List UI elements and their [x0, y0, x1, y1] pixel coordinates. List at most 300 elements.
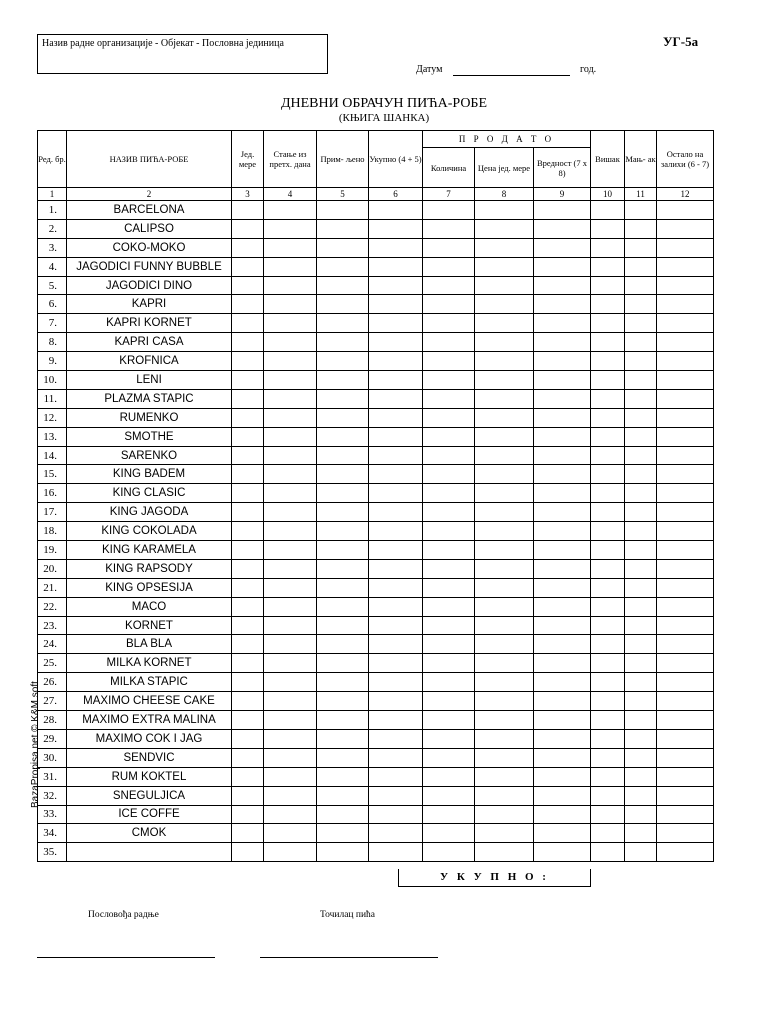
empty-cell	[369, 559, 423, 578]
row-number: 23.	[38, 616, 67, 635]
empty-cell	[534, 389, 591, 408]
empty-cell	[657, 673, 714, 692]
empty-cell	[657, 729, 714, 748]
empty-cell	[264, 427, 317, 446]
empty-cell	[369, 201, 423, 220]
table-row	[38, 711, 714, 730]
empty-cell	[264, 238, 317, 257]
row-number: 34.	[38, 824, 67, 843]
empty-cell	[423, 333, 475, 352]
empty-cell	[625, 824, 657, 843]
empty-cell	[317, 446, 369, 465]
table-row	[38, 748, 714, 767]
table-row	[38, 408, 714, 427]
row-number: 9.	[38, 352, 67, 371]
item-name: LENI	[67, 371, 232, 390]
bartender-signature-line	[260, 957, 438, 958]
item-name: KAPRI KORNET	[67, 314, 232, 333]
empty-cell	[657, 711, 714, 730]
row-number: 19.	[38, 541, 67, 560]
item-name: SARENKO	[67, 446, 232, 465]
empty-cell	[475, 427, 534, 446]
manager-signature-line	[37, 957, 215, 958]
empty-cell	[264, 408, 317, 427]
empty-cell	[369, 843, 423, 862]
table-row	[38, 824, 714, 843]
empty-cell	[591, 559, 625, 578]
empty-cell	[475, 314, 534, 333]
empty-cell	[534, 219, 591, 238]
empty-cell	[423, 786, 475, 805]
table-row	[38, 616, 714, 635]
col-header-name: НАЗИВ ПИЋА-РОБЕ	[67, 131, 232, 188]
empty-cell	[591, 484, 625, 503]
empty-cell	[625, 257, 657, 276]
empty-cell	[534, 446, 591, 465]
empty-cell	[534, 578, 591, 597]
empty-cell	[625, 786, 657, 805]
item-name: KROFNICA	[67, 352, 232, 371]
table-row	[38, 843, 714, 862]
table-row	[38, 219, 714, 238]
empty-cell	[534, 692, 591, 711]
empty-cell	[591, 748, 625, 767]
table-row	[38, 654, 714, 673]
empty-cell	[591, 824, 625, 843]
empty-cell	[625, 805, 657, 824]
empty-cell	[232, 711, 264, 730]
empty-cell	[657, 748, 714, 767]
empty-cell	[591, 692, 625, 711]
empty-cell	[232, 238, 264, 257]
item-name: CMOK	[67, 824, 232, 843]
col-header-qty: Количина	[423, 148, 475, 188]
table-row	[38, 427, 714, 446]
empty-cell	[625, 843, 657, 862]
empty-cell	[232, 559, 264, 578]
empty-cell	[264, 729, 317, 748]
empty-cell	[625, 541, 657, 560]
row-number: 28.	[38, 711, 67, 730]
empty-cell	[317, 597, 369, 616]
empty-cell	[369, 333, 423, 352]
row-number: 29.	[38, 729, 67, 748]
row-number: 25.	[38, 654, 67, 673]
empty-cell	[264, 616, 317, 635]
empty-cell	[657, 389, 714, 408]
empty-cell	[475, 616, 534, 635]
table-row	[38, 503, 714, 522]
empty-cell	[369, 541, 423, 560]
empty-cell	[534, 371, 591, 390]
col-number: 1	[38, 188, 67, 201]
empty-cell	[475, 692, 534, 711]
empty-cell	[423, 465, 475, 484]
empty-cell	[534, 238, 591, 257]
empty-cell	[657, 238, 714, 257]
empty-cell	[264, 484, 317, 503]
empty-cell	[475, 484, 534, 503]
item-name: MAXIMO EXTRA MALINA	[67, 711, 232, 730]
empty-cell	[317, 578, 369, 597]
side-watermark: BazaPropisa.net © K&M soft	[30, 681, 41, 808]
empty-cell	[625, 465, 657, 484]
empty-cell	[534, 843, 591, 862]
empty-cell	[657, 446, 714, 465]
col-number: 10	[591, 188, 625, 201]
empty-cell	[317, 238, 369, 257]
empty-cell	[317, 692, 369, 711]
empty-cell	[423, 352, 475, 371]
empty-cell	[317, 333, 369, 352]
col-number: 2	[67, 188, 232, 201]
empty-cell	[232, 824, 264, 843]
table-row	[38, 729, 714, 748]
empty-cell	[475, 219, 534, 238]
empty-cell	[369, 257, 423, 276]
empty-cell	[423, 824, 475, 843]
empty-cell	[423, 692, 475, 711]
empty-cell	[264, 824, 317, 843]
empty-cell	[534, 503, 591, 522]
empty-cell	[423, 389, 475, 408]
empty-cell	[625, 692, 657, 711]
empty-cell	[625, 352, 657, 371]
empty-cell	[264, 748, 317, 767]
empty-cell	[534, 711, 591, 730]
empty-cell	[625, 767, 657, 786]
empty-cell	[423, 427, 475, 446]
empty-cell	[317, 786, 369, 805]
empty-cell	[657, 333, 714, 352]
empty-cell	[625, 578, 657, 597]
empty-cell	[369, 805, 423, 824]
empty-cell	[264, 541, 317, 560]
empty-cell	[369, 522, 423, 541]
empty-cell	[657, 692, 714, 711]
empty-cell	[369, 654, 423, 673]
empty-cell	[534, 295, 591, 314]
empty-cell	[369, 748, 423, 767]
empty-cell	[657, 616, 714, 635]
empty-cell	[369, 597, 423, 616]
item-name	[67, 843, 232, 862]
empty-cell	[317, 201, 369, 220]
empty-cell	[625, 408, 657, 427]
item-name: SENDVIC	[67, 748, 232, 767]
empty-cell	[591, 616, 625, 635]
col-header-value: Вредност (7 x 8)	[534, 148, 591, 188]
row-number: 5.	[38, 276, 67, 295]
empty-cell	[591, 541, 625, 560]
empty-cell	[591, 352, 625, 371]
empty-cell	[232, 673, 264, 692]
empty-cell	[475, 201, 534, 220]
empty-cell	[423, 238, 475, 257]
empty-cell	[591, 578, 625, 597]
empty-cell	[625, 201, 657, 220]
empty-cell	[423, 541, 475, 560]
empty-cell	[591, 465, 625, 484]
empty-cell	[264, 692, 317, 711]
empty-cell	[232, 219, 264, 238]
empty-cell	[317, 427, 369, 446]
empty-cell	[475, 503, 534, 522]
table-row	[38, 314, 714, 333]
item-name: JAGODICI FUNNY BUBBLE	[67, 257, 232, 276]
table-row	[38, 692, 714, 711]
empty-cell	[369, 767, 423, 786]
empty-cell	[423, 257, 475, 276]
table-row	[38, 201, 714, 220]
empty-cell	[625, 276, 657, 295]
empty-cell	[369, 314, 423, 333]
item-name: MACO	[67, 597, 232, 616]
empty-cell	[232, 843, 264, 862]
bartender-signature-label: Точилац пића	[320, 910, 376, 920]
empty-cell	[423, 578, 475, 597]
empty-cell	[264, 767, 317, 786]
item-name: BARCELONA	[67, 201, 232, 220]
item-name: KING KARAMELA	[67, 541, 232, 560]
row-number: 24.	[38, 635, 67, 654]
empty-cell	[317, 389, 369, 408]
table-row	[38, 559, 714, 578]
row-number: 14.	[38, 446, 67, 465]
empty-cell	[317, 408, 369, 427]
empty-cell	[423, 559, 475, 578]
empty-cell	[264, 559, 317, 578]
empty-cell	[657, 805, 714, 824]
row-number: 15.	[38, 465, 67, 484]
empty-cell	[317, 314, 369, 333]
table-row	[38, 578, 714, 597]
empty-cell	[475, 276, 534, 295]
empty-cell	[369, 371, 423, 390]
item-name: KING OPSESIJA	[67, 578, 232, 597]
empty-cell	[625, 635, 657, 654]
empty-cell	[625, 616, 657, 635]
empty-cell	[232, 465, 264, 484]
empty-cell	[423, 729, 475, 748]
empty-cell	[317, 541, 369, 560]
row-number: 11.	[38, 389, 67, 408]
empty-cell	[657, 503, 714, 522]
empty-cell	[657, 597, 714, 616]
table-row	[38, 484, 714, 503]
empty-cell	[232, 257, 264, 276]
row-number: 8.	[38, 333, 67, 352]
table-row	[38, 295, 714, 314]
empty-cell	[232, 635, 264, 654]
table-row	[38, 767, 714, 786]
table-row	[38, 389, 714, 408]
empty-cell	[475, 333, 534, 352]
table-row	[38, 465, 714, 484]
empty-cell	[475, 654, 534, 673]
empty-cell	[317, 635, 369, 654]
empty-cell	[534, 635, 591, 654]
item-name: PLAZMA STAPIC	[67, 389, 232, 408]
row-number: 16.	[38, 484, 67, 503]
empty-cell	[534, 314, 591, 333]
empty-cell	[475, 824, 534, 843]
item-name: JAGODICI DINO	[67, 276, 232, 295]
empty-cell	[317, 559, 369, 578]
row-number: 2.	[38, 219, 67, 238]
empty-cell	[657, 408, 714, 427]
empty-cell	[657, 257, 714, 276]
empty-cell	[264, 843, 317, 862]
empty-cell	[591, 427, 625, 446]
empty-cell	[475, 786, 534, 805]
empty-cell	[264, 257, 317, 276]
empty-cell	[317, 843, 369, 862]
empty-cell	[264, 219, 317, 238]
empty-cell	[423, 371, 475, 390]
empty-cell	[369, 389, 423, 408]
empty-cell	[475, 748, 534, 767]
item-name: RUM KOKTEL	[67, 767, 232, 786]
empty-cell	[369, 352, 423, 371]
item-name: KING COKOLADA	[67, 522, 232, 541]
empty-cell	[534, 616, 591, 635]
col-number: 12	[657, 188, 714, 201]
col-number: 3	[232, 188, 264, 201]
empty-cell	[475, 711, 534, 730]
empty-cell	[264, 276, 317, 295]
empty-cell	[232, 767, 264, 786]
empty-cell	[423, 503, 475, 522]
table-row	[38, 257, 714, 276]
empty-cell	[264, 578, 317, 597]
empty-cell	[591, 201, 625, 220]
empty-cell	[591, 219, 625, 238]
empty-cell	[317, 352, 369, 371]
empty-cell	[317, 805, 369, 824]
empty-cell	[369, 276, 423, 295]
document-title: ДНЕВНИ ОБРАЧУН ПИЋА-РОБЕ	[280, 96, 488, 111]
empty-cell	[625, 673, 657, 692]
empty-cell	[232, 352, 264, 371]
row-number: 21.	[38, 578, 67, 597]
empty-cell	[369, 711, 423, 730]
empty-cell	[369, 729, 423, 748]
row-number: 17.	[38, 503, 67, 522]
empty-cell	[369, 465, 423, 484]
empty-cell	[317, 257, 369, 276]
empty-cell	[625, 314, 657, 333]
empty-cell	[232, 503, 264, 522]
empty-cell	[657, 371, 714, 390]
empty-cell	[264, 786, 317, 805]
empty-cell	[534, 767, 591, 786]
row-number: 20.	[38, 559, 67, 578]
col-number: 11	[625, 188, 657, 201]
empty-cell	[232, 427, 264, 446]
col-number: 8	[475, 188, 534, 201]
empty-cell	[591, 635, 625, 654]
empty-cell	[317, 654, 369, 673]
col-header-shortage: Мањ- ак	[625, 131, 657, 188]
empty-cell	[534, 786, 591, 805]
item-name: KORNET	[67, 616, 232, 635]
empty-cell	[475, 541, 534, 560]
year-label: год.	[580, 64, 597, 75]
empty-cell	[591, 522, 625, 541]
table-row	[38, 673, 714, 692]
empty-cell	[369, 786, 423, 805]
empty-cell	[369, 824, 423, 843]
empty-cell	[317, 673, 369, 692]
empty-cell	[475, 238, 534, 257]
empty-cell	[264, 654, 317, 673]
empty-cell	[534, 333, 591, 352]
empty-cell	[657, 843, 714, 862]
empty-cell	[369, 635, 423, 654]
item-name: KING BADEM	[67, 465, 232, 484]
empty-cell	[591, 503, 625, 522]
empty-cell	[264, 371, 317, 390]
empty-cell	[591, 767, 625, 786]
empty-cell	[657, 635, 714, 654]
row-number: 4.	[38, 257, 67, 276]
empty-cell	[657, 541, 714, 560]
ledger-rows	[38, 201, 714, 862]
empty-cell	[264, 333, 317, 352]
empty-cell	[591, 805, 625, 824]
form-code: УГ-5а	[663, 34, 699, 49]
empty-cell	[232, 786, 264, 805]
empty-cell	[317, 484, 369, 503]
empty-cell	[475, 597, 534, 616]
empty-cell	[657, 427, 714, 446]
empty-cell	[657, 578, 714, 597]
empty-cell	[264, 389, 317, 408]
item-name: MAXIMO CHEESE CAKE	[67, 692, 232, 711]
empty-cell	[264, 314, 317, 333]
empty-cell	[475, 673, 534, 692]
row-number: 12.	[38, 408, 67, 427]
empty-cell	[232, 654, 264, 673]
empty-cell	[317, 295, 369, 314]
empty-cell	[264, 522, 317, 541]
empty-cell	[591, 257, 625, 276]
empty-cell	[232, 371, 264, 390]
empty-cell	[317, 616, 369, 635]
empty-cell	[369, 238, 423, 257]
empty-cell	[625, 371, 657, 390]
item-name: COKO-MOKO	[67, 238, 232, 257]
empty-cell	[657, 201, 714, 220]
empty-cell	[369, 692, 423, 711]
empty-cell	[591, 371, 625, 390]
empty-cell	[423, 635, 475, 654]
empty-cell	[657, 465, 714, 484]
empty-cell	[232, 541, 264, 560]
empty-cell	[591, 597, 625, 616]
empty-cell	[534, 541, 591, 560]
empty-cell	[423, 522, 475, 541]
empty-cell	[423, 314, 475, 333]
empty-cell	[232, 276, 264, 295]
col-header-recv: Прим- љено	[317, 131, 369, 188]
row-number: 33.	[38, 805, 67, 824]
org-box-label: Назив радне организације - Објекат - Пословна јединица	[42, 38, 284, 49]
row-number: 26.	[38, 673, 67, 692]
empty-cell	[625, 503, 657, 522]
item-name: KING JAGODA	[67, 503, 232, 522]
